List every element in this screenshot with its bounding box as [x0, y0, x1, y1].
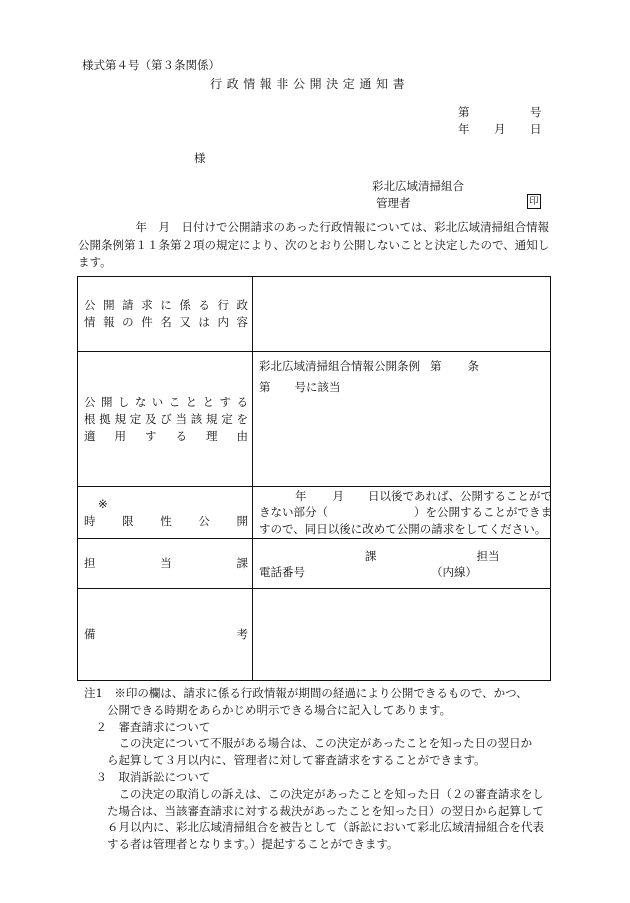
form-number: 様式第４号（第３条関係）: [82, 58, 220, 72]
phone-label: 電話番号: [259, 564, 305, 579]
note2-line2: ら起算して３月以内に、管理者に対して審査請求をすることができます。: [84, 753, 486, 768]
timed-text2a: きない部分（: [259, 505, 328, 520]
note1-line1: 注1 ※印の欄は、請求に係る行政情報が期間の経過により公開できるもので、かつ、: [84, 686, 528, 700]
date-year-label: 年: [458, 122, 470, 136]
label-grounds-line2: 根 拠 規 定 及 び 当 該 規 定 を: [84, 411, 248, 426]
item-suffix: 号に該当: [294, 380, 341, 394]
number-suffix: 号: [530, 105, 542, 119]
value-subject: [253, 277, 551, 352]
note3-title: ３ 取消訴訟について: [84, 769, 211, 784]
label-subject-line1: 公 開 請 求 に 係 る 行 政: [84, 298, 248, 312]
note3-line4: する者は管理者となります。）提起することができます。: [84, 837, 399, 852]
note2-title: ２ 審査請求について: [84, 719, 211, 734]
date-month-label: 月: [494, 122, 506, 136]
label-timed-disclosure: [78, 487, 253, 539]
lead-paragraph: 年 月 日付けで公開請求のあった行政情報については、彩北広域清掃組合情報公開条例第１１条第２項の規定により、次のとおり公開しないことと決定したので、通知します。: [78, 220, 550, 269]
label-grounds-line3: 適 用 す る 理 由: [84, 428, 248, 443]
note3-line2: た場合は、当該審査請求に対する裁決があったことを知った日）の翌日から起算して: [84, 803, 544, 818]
value-remarks: [253, 589, 551, 681]
section-label: 課: [365, 548, 377, 563]
note3-line3: ６月以内に、彩北広域清掃組合を被告として（訴訟において彩北広域清掃組合を代表: [84, 820, 544, 835]
value-grounds: [253, 352, 551, 487]
document-title: 行政情報非公開決定通知書: [210, 77, 410, 91]
note3-line1: この決定の取消しの訴えは、この決定があったことを知った日（２の審査請求をし: [84, 786, 544, 801]
label-grounds: [78, 352, 253, 487]
table-row-grounds: [78, 352, 551, 487]
label-subject: [78, 277, 253, 352]
table-row-subject: [78, 277, 551, 352]
seal-mark: 印: [527, 194, 541, 209]
notes-section: [84, 685, 556, 853]
ordinance-name: 彩北広域清掃組合情報公開条例: [259, 359, 420, 373]
number-label: 第: [458, 105, 470, 119]
date-day-label: 日: [530, 122, 542, 136]
timed-month: 月: [332, 488, 344, 503]
label-department: [78, 539, 253, 589]
notice-table: [77, 276, 551, 681]
note2-line1: この決定について不服がある場合は、この決定があったことを知った日の翌日か: [84, 736, 533, 751]
value-timed-disclosure: [253, 487, 551, 539]
addressee-suffix: 様: [194, 151, 206, 165]
timed-mark: ※: [98, 496, 108, 511]
extension-label: （内線）: [431, 564, 477, 579]
timed-text2b: ）を公開することができま: [414, 505, 552, 520]
timed-text1: 日以後であれば、公開することがで: [368, 488, 552, 503]
table-row-remarks: [78, 589, 551, 681]
label-department-text: 担 当 課: [84, 556, 248, 570]
issuer-title: 管理者: [376, 196, 411, 210]
label-subject-line2: 情 報 の 件 名 又 は 内 容: [84, 315, 248, 329]
item-label: 第: [259, 380, 271, 394]
article-suffix: 条: [467, 359, 479, 373]
issuer-organization: 彩北広域清掃組合: [372, 179, 464, 193]
timed-text3: すので、同日以後に改めて公開の請求をしてください。: [259, 521, 547, 536]
note1-line2: 公開できる時期をあらかじめ明示できる場合に記入してあります。: [84, 702, 452, 717]
person-label: 担当: [476, 548, 500, 563]
label-remarks-text: 備 考: [84, 627, 248, 641]
table-row-department: [78, 539, 551, 589]
value-department: [253, 539, 551, 589]
timed-year: 年: [295, 488, 307, 503]
label-grounds-line1: 公 開 し な い こ と と す る: [84, 394, 248, 409]
label-remarks: [78, 589, 253, 681]
label-timed-text: 時 限 性 公 開: [84, 513, 248, 528]
article-label: 第: [430, 359, 442, 373]
table-row-timed-disclosure: [78, 487, 551, 539]
